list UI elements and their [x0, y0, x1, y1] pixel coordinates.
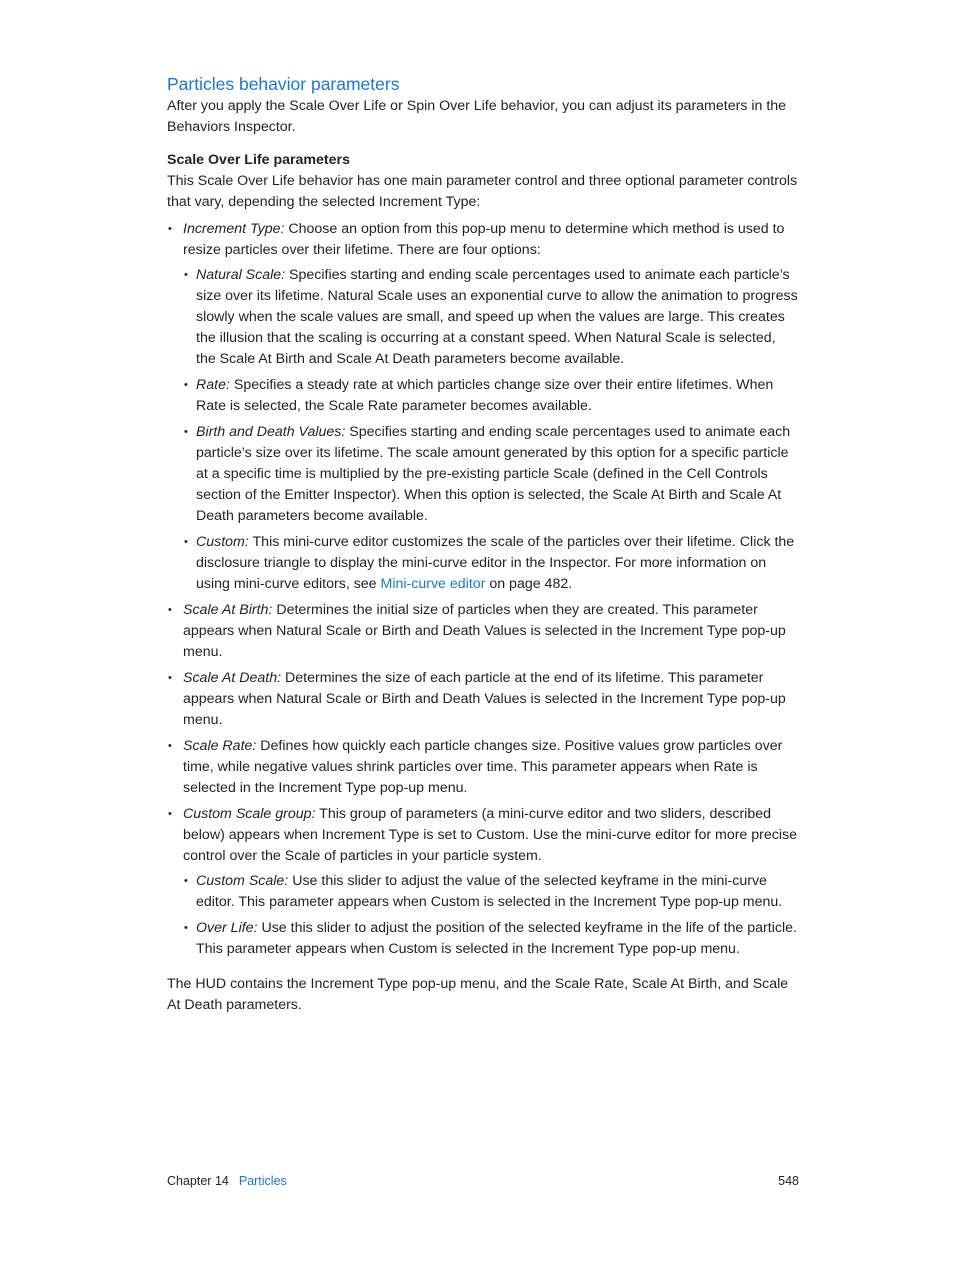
list-item-scale-at-birth [167, 600, 799, 663]
term-label: Scale Rate: [183, 738, 257, 754]
page-number: 548 [778, 1174, 799, 1188]
subintro-paragraph: This Scale Over Life behavior has one main parameter control and three optional parameter controls that vary, depending the selected Increment Type: [167, 173, 798, 210]
sub-item-rate [183, 375, 799, 417]
page-footer [167, 1173, 799, 1189]
item-text: Specifies a steady rate at which particles change size over their entire lifetimes. When Rate is selected, the Scale Rate parameter becomes available. [196, 377, 774, 414]
subheading: Scale Over Life parameters [167, 152, 350, 168]
footer-chapter: Chapter 14 [167, 1174, 229, 1188]
term-label: Scale At Death: [183, 670, 282, 686]
item-text-after: on page 482. [485, 576, 573, 592]
mini-curve-editor-link[interactable]: Mini-curve editor [380, 576, 486, 592]
increment-options-list [183, 265, 799, 595]
item-text: Use this slider to adjust the value of the selected keyframe in the mini-curve editor. This parameter appears when Custom is selected in the Increment Type pop-up menu. [196, 873, 783, 910]
term-label: Rate: [196, 377, 230, 393]
parameter-list [167, 219, 799, 960]
term-label: Custom Scale: [196, 873, 289, 889]
intro-paragraph: After you apply the Scale Over Life or Spin Over Life behavior, you can adjust its parameters in the Behaviors Inspector. [167, 98, 787, 135]
closing-paragraph: The HUD contains the Increment Type pop-up menu, and the Scale Rate, Scale At Birth, and Scale At Death parameters. [167, 976, 789, 1013]
term-label: Natural Scale: [196, 267, 286, 283]
item-text: Choose an option from this pop-up menu to determine which method is used to resize particles over their lifetime. There are four options: [183, 221, 785, 258]
term-label: Increment Type: [183, 221, 285, 237]
item-text: Determines the size of each particle at the end of its lifetime. This parameter appears when Natural Scale or Birth and Death Values is selected in the Increment Type pop-up menu. [183, 670, 786, 728]
item-text: Use this slider to adjust the position of the selected keyframe in the life of the particle. This parameter appears when Custom is selected in the Increment Type pop-up menu. [196, 920, 797, 957]
term-label: Over Life: [196, 920, 258, 936]
item-text: Specifies starting and ending scale percentages used to animate each particle’s size over its lifetime. Natural Scale uses an exponential curve to allow the animation to progress slowly when the scale values are small, and speed up when the values are large. This creates the illusion that the scaling is occurring at a constant speed. When Natural Scale is selected, the Scale At Birth and Scale At Death parameters become available. [196, 267, 798, 367]
item-text: Defines how quickly each particle changes size. Positive values grow particles over time, while negative values shrink particles over time. This parameter appears when Rate is selected in the Increment Type pop-up menu. [183, 738, 783, 796]
sub-item-custom-scale [183, 871, 799, 913]
list-item-scale-rate [167, 736, 799, 799]
sub-item-custom [183, 532, 799, 595]
section-heading: Particles behavior parameters [167, 74, 400, 94]
item-text: This group of parameters (a mini-curve editor and two sliders, described below) appears when Increment Type is set to Custom. Use the mini-curve editor for more precise control over the Scale of particles in your particle system. [183, 806, 798, 864]
footer-chapter-link[interactable]: Particles [238, 1174, 287, 1188]
item-text: This mini-curve editor customizes the scale of the particles over their lifetime. Click the disclosure triangle to display the mini-curve editor in the Inspector. For more information on using mini-curve editors, see [196, 534, 795, 592]
term-label: Custom Scale group: [183, 806, 316, 822]
sub-item-over-life [183, 918, 799, 960]
term-label: Scale At Birth: [183, 602, 273, 618]
sub-item-natural-scale [183, 265, 799, 370]
page-content [167, 72, 799, 1016]
item-text: Determines the initial size of particles when they are created. This parameter appears when Natural Scale or Birth and Death Values is selected in the Increment Type pop-up menu. [183, 602, 786, 660]
sub-item-birth-death-values [183, 422, 799, 527]
list-item-scale-at-death [167, 668, 799, 731]
item-text: Specifies starting and ending scale percentages used to animate each particle’s size over its lifetime. The scale amount generated by this option for a specific particle at a specific time is multiplied by the pre-existing particle Scale (defined in the Cell Controls section of the Emitter Inspector). When this option is selected, the Scale At Birth and Scale At Death parameters become available. [196, 424, 791, 524]
list-item-increment-type [167, 219, 799, 595]
term-label: Custom: [196, 534, 249, 550]
term-label: Birth and Death Values: [196, 424, 346, 440]
custom-scale-sublist [183, 871, 799, 960]
list-item-custom-scale-group [167, 804, 799, 960]
